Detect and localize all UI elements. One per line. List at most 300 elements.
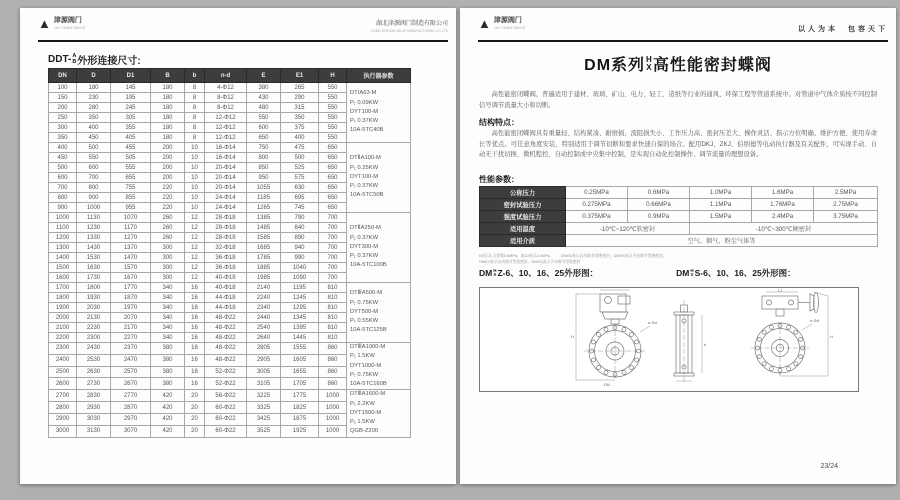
table-cell: 20-Φ14: [205, 173, 247, 183]
table-cell: 555: [111, 163, 151, 173]
table-cell: 700: [319, 233, 347, 243]
table-cell: 2540: [247, 323, 281, 333]
table-cell: 145: [111, 83, 151, 93]
table-cell: 300: [151, 263, 185, 273]
table-cell: 3225: [247, 390, 281, 402]
table-cell: 990: [281, 253, 319, 263]
dim-label-h: H: [830, 334, 833, 339]
table-cell: 3105: [247, 378, 281, 390]
table-row: [49, 83, 411, 93]
dimension-table: [48, 68, 411, 438]
table-cell: 2900: [49, 413, 77, 425]
table-cell: 32-Φ18: [205, 243, 247, 253]
table-cell: 2670: [111, 378, 151, 390]
dim-label-h: H: [571, 334, 574, 339]
table-cell: 260: [151, 223, 185, 233]
table-cell: 405: [111, 133, 151, 143]
table-cell: 525: [281, 163, 319, 173]
table-cell: 400: [77, 123, 111, 133]
slogan-text: 以人为本 包容天下: [798, 26, 888, 33]
table-cell: 2070: [111, 313, 151, 323]
left-page-title: [48, 52, 141, 67]
table-cell: 2270: [111, 333, 151, 343]
table-cell: 16-Φ14: [205, 143, 247, 153]
table-cell: 1870: [111, 293, 151, 303]
table-cell: 245: [111, 103, 151, 113]
table-cell: 200: [151, 143, 185, 153]
actuator-params-cell: DTⅢA500-M P₁ 0.75KW DYT500-M P₁ 0.55KW 10A-5TC125B: [347, 283, 411, 343]
table-cell: 650: [247, 133, 281, 143]
table-cell: 2000: [49, 313, 77, 323]
stack-top: H: [690, 267, 694, 273]
table-cell: 16: [185, 323, 205, 333]
left-page-header: [38, 15, 448, 42]
table-cell: 20: [185, 390, 205, 402]
table-cell: 755: [111, 183, 151, 193]
table-cell: 2370: [111, 343, 151, 355]
table-cell: 16: [185, 378, 205, 390]
valve-outline-drawings: [480, 288, 858, 389]
table-cell: 800: [49, 193, 77, 203]
valve-front-view-electric-actuator: [576, 290, 650, 380]
table-cell: 1200: [49, 233, 77, 243]
table-cell: 810: [319, 333, 347, 343]
table-cell: 180: [151, 103, 185, 113]
table-cell: 1040: [281, 263, 319, 273]
dim-label-nd: n-Φd: [810, 318, 819, 323]
table-cell: 650: [319, 163, 347, 173]
table-cell: 48-Φ22: [205, 323, 247, 333]
outline-drawing-box: [479, 287, 859, 392]
table-cell: 290: [281, 93, 319, 103]
table-cell: 700: [319, 213, 347, 223]
table-cell: 48-Φ22: [205, 333, 247, 343]
table-cell: 60-Φ22: [205, 425, 247, 437]
params-cell: 1.76MPa: [752, 199, 814, 211]
table-cell: 2630: [77, 366, 111, 378]
table-cell: 630: [281, 183, 319, 193]
table-cell: 3130: [77, 425, 111, 437]
table-cell: 220: [151, 193, 185, 203]
valve-front-view-handwheel: [751, 292, 828, 376]
table-cell: 1785: [247, 253, 281, 263]
params-heading: 性能参数：: [479, 175, 519, 184]
table-cell: 300: [151, 253, 185, 263]
title-stack-top: A: [72, 53, 77, 59]
table-cell: 28-Φ18: [205, 223, 247, 233]
table-cell: 1930: [77, 293, 111, 303]
table-cell: 1900: [49, 303, 77, 313]
table-cell: 2240: [247, 293, 281, 303]
table-cell: 700: [319, 263, 347, 273]
table-cell: 200: [151, 173, 185, 183]
table-cell: 700: [49, 183, 77, 193]
params-cell: 2.4MPa: [752, 211, 814, 223]
drawing-title-z: [479, 267, 598, 279]
params-cell: 0.9MPa: [628, 211, 690, 223]
table-cell: 300: [151, 243, 185, 253]
table-cell: 16: [185, 293, 205, 303]
table-cell: 2600: [49, 378, 77, 390]
params-row: [480, 199, 878, 211]
table-cell: 550: [319, 123, 347, 133]
footnote-line: DMXZ表示自动调节型软密封，DMXS表示手动调节型软密封: [479, 260, 581, 265]
table-cell: 8: [185, 113, 205, 123]
table-cell: 2970: [111, 413, 151, 425]
table-cell: 2170: [111, 323, 151, 333]
table-cell: 12: [185, 233, 205, 243]
table-cell: 550: [77, 153, 111, 163]
table-cell: 1130: [77, 213, 111, 223]
title-ab-stack: [72, 54, 76, 65]
table-cell: 1430: [77, 243, 111, 253]
table-cell: 2470: [111, 354, 151, 366]
table-cell: 280: [77, 103, 111, 113]
table-cell: 180: [151, 123, 185, 133]
table-cell: 2770: [111, 390, 151, 402]
table-cell: 150: [49, 93, 77, 103]
table-cell: 550: [319, 133, 347, 143]
table-cell: 430: [247, 93, 281, 103]
table-cell: 340: [151, 293, 185, 303]
table-cell: 100: [49, 83, 77, 93]
table-cell: 10: [185, 163, 205, 173]
table-cell: 340: [151, 323, 185, 333]
table-cell: 900: [77, 193, 111, 203]
table-cell: 12-Φ12: [205, 123, 247, 133]
table-cell: 305: [111, 113, 151, 123]
column-header: b: [185, 69, 205, 83]
dim-label-dn: DN: [604, 382, 610, 387]
table-cell: 28-Φ18: [205, 213, 247, 223]
table-cell: 745: [281, 203, 319, 213]
table-cell: 265: [281, 83, 319, 93]
table-cell: 1000: [77, 203, 111, 213]
table-cell: 1000: [49, 213, 77, 223]
table-cell: 840: [281, 223, 319, 233]
params-row: [480, 235, 878, 247]
table-cell: 420: [151, 413, 185, 425]
table-cell: 1600: [49, 273, 77, 283]
table-cell: 16-Φ14: [205, 153, 247, 163]
title-stack-bottom: X: [646, 62, 652, 72]
table-header-row: [49, 69, 411, 83]
table-cell: 1385: [247, 213, 281, 223]
params-cell: 0.6MPa: [628, 187, 690, 199]
column-header: n-d: [205, 69, 247, 83]
table-cell: 810: [319, 303, 347, 313]
table-cell: 475: [281, 143, 319, 153]
table-cell: 3325: [247, 402, 281, 414]
table-cell: 1000: [319, 413, 347, 425]
column-header: E: [247, 69, 281, 83]
table-cell: 3425: [247, 413, 281, 425]
table-cell: 8: [185, 83, 205, 93]
table-cell: 455: [111, 143, 151, 153]
table-cell: 16: [185, 343, 205, 355]
table-row: [49, 143, 411, 153]
table-cell: 1925: [281, 425, 319, 437]
table-cell: 860: [319, 343, 347, 355]
drawing-title-prefix: DM: [676, 268, 690, 278]
drawing-title-hx-stack: [690, 269, 693, 278]
right-page-title: [460, 52, 896, 75]
table-cell: 1800: [49, 293, 77, 303]
logo-subtext: JIN YUAN VALVE: [53, 25, 86, 30]
table-cell: 1330: [77, 233, 111, 243]
params-row-header: 适用温度: [480, 223, 566, 235]
intro-paragraph: 高性能密闭蝶阀，普遍适用于建材、玻璃、矿山、电力、轻工、造纸等行业的通风、环保工程等管道系统中。对管道中气体介质按不同控制信号调节流量大小和切断。: [479, 91, 877, 109]
table-row: [49, 390, 411, 402]
table-cell: 1055: [247, 183, 281, 193]
table-cell: 810: [319, 283, 347, 293]
table-cell: 500: [77, 143, 111, 153]
column-header: DN: [49, 69, 77, 83]
table-cell: 1000: [319, 402, 347, 414]
table-cell: 550: [247, 113, 281, 123]
table-cell: 1825: [281, 402, 319, 414]
header-company-block: [371, 21, 448, 33]
table-cell: 12: [185, 263, 205, 273]
table-cell: 1400: [49, 253, 77, 263]
title-suffix: 外形连接尺寸:: [77, 56, 141, 67]
params-cell: 0.275MPa: [566, 199, 628, 211]
table-cell: 180: [151, 93, 185, 103]
table-cell: 12: [185, 213, 205, 223]
table-cell: 380: [151, 354, 185, 366]
title-stack-top: H: [646, 54, 652, 64]
table-cell: 1000: [319, 390, 347, 402]
table-cell: 180: [151, 83, 185, 93]
table-cell: 420: [151, 425, 185, 437]
table-cell: 650: [319, 143, 347, 153]
logo-text-block: [54, 17, 86, 30]
table-row: [49, 213, 411, 223]
company-name-en: HUBEI JINYUAN VALVE MANUFACTURING CO.,LTD: [371, 28, 448, 33]
table-cell: 1270: [111, 233, 151, 243]
table-cell: 220: [151, 203, 185, 213]
table-cell: 16: [185, 303, 205, 313]
table-cell: 20: [185, 425, 205, 437]
table-cell: 1530: [77, 253, 111, 263]
table-cell: 20: [185, 402, 205, 414]
table-cell: 2340: [247, 303, 281, 313]
table-cell: 40-Φ18: [205, 283, 247, 293]
table-cell: 575: [281, 173, 319, 183]
table-cell: 800: [77, 183, 111, 193]
table-cell: 650: [319, 153, 347, 163]
params-cell: 1.1MPa: [690, 199, 752, 211]
params-row: [480, 223, 878, 235]
table-cell: 650: [319, 173, 347, 183]
table-cell: 500: [281, 153, 319, 163]
table-cell: 1875: [281, 413, 319, 425]
table-cell: 1000: [319, 425, 347, 437]
table-cell: 3005: [247, 366, 281, 378]
table-cell: 2500: [49, 366, 77, 378]
table-cell: 20-Φ14: [205, 183, 247, 193]
table-cell: 1370: [111, 243, 151, 253]
table-cell: 800: [247, 153, 281, 163]
table-cell: 810: [319, 323, 347, 333]
table-cell: 375: [281, 123, 319, 133]
table-cell: 855: [111, 193, 151, 203]
table-cell: 350: [281, 113, 319, 123]
page-right: [460, 8, 896, 484]
table-cell: 48-Φ22: [205, 354, 247, 366]
table-cell: 900: [49, 203, 77, 213]
right-page-header: [478, 15, 888, 42]
table-cell: 20-Φ14: [205, 163, 247, 173]
drawing-title-suffix: Z-6、10、16、25外形图：: [497, 268, 599, 278]
table-cell: 2800: [49, 402, 77, 414]
stack-bottom: X: [493, 272, 497, 277]
table-cell: 400: [281, 133, 319, 143]
table-cell: 2570: [111, 366, 151, 378]
table-cell: 1185: [247, 193, 281, 203]
table-cell: 2440: [247, 313, 281, 323]
table-cell: 12-Φ12: [205, 113, 247, 123]
table-cell: 260: [151, 233, 185, 243]
table-row: [49, 343, 411, 355]
table-cell: 2130: [77, 313, 111, 323]
table-row: [49, 283, 411, 293]
title-stack-bottom: B: [72, 58, 77, 65]
title-prefix: DM系列: [584, 57, 646, 74]
table-cell: 52-Φ22: [205, 378, 247, 390]
table-cell: 2640: [247, 333, 281, 343]
table-cell: 16: [185, 354, 205, 366]
table-cell: 8-Φ12: [205, 93, 247, 103]
logo-text-block: [494, 17, 526, 30]
table-cell: 40-Φ18: [205, 273, 247, 283]
table-cell: 340: [151, 333, 185, 343]
params-cell: 1.6MPa: [752, 187, 814, 199]
table-cell: 48-Φ22: [205, 343, 247, 355]
table-cell: 790: [281, 213, 319, 223]
params-cell: 0.25MPa: [566, 187, 628, 199]
table-cell: 340: [151, 313, 185, 323]
table-cell: 340: [151, 303, 185, 313]
table-cell: 655: [111, 173, 151, 183]
params-row: [480, 187, 878, 199]
dim-label-l1: L1: [778, 288, 783, 293]
actuator-params-cell: DTⅢA1600-M P₁ 2.2KW DYT1500-M P₁ 1.5KW QGB-Z200: [347, 390, 411, 437]
valve-side-view: [674, 300, 702, 384]
table-cell: 1070: [111, 213, 151, 223]
table-cell: 1230: [77, 223, 111, 233]
params-row: [480, 211, 878, 223]
table-cell: 1730: [77, 273, 111, 283]
features-heading: 结构特点：: [479, 118, 519, 127]
column-header: 执行器参数: [347, 69, 411, 83]
actuator-params-cell: DTⅡA250-M P₁ 0.37KW DYT300-M P₁ 0.37KW 10A-5TC100B: [347, 213, 411, 283]
table-cell: 24-Φ14: [205, 203, 247, 213]
table-cell: 650: [319, 193, 347, 203]
table-cell: 315: [281, 103, 319, 113]
table-cell: 28-Φ18: [205, 233, 247, 243]
table-cell: 10: [185, 193, 205, 203]
table-cell: 2200: [49, 333, 77, 343]
table-cell: 10: [185, 203, 205, 213]
table-cell: 2300: [49, 343, 77, 355]
table-cell: 340: [151, 283, 185, 293]
table-cell: 52-Φ22: [205, 366, 247, 378]
params-cell: -10℃~300℃硬密封: [690, 223, 878, 235]
table-cell: 3525: [247, 425, 281, 437]
table-cell: 1295: [281, 303, 319, 313]
table-cell: 1300: [49, 243, 77, 253]
table-cell: 700: [319, 273, 347, 283]
table-cell: 180: [151, 113, 185, 123]
table-cell: 810: [319, 293, 347, 303]
table-cell: 200: [151, 153, 185, 163]
actuator-params-cell: DTⅠA63-M P₁ 0.09KW DYT100-M P₁ 0.37KW 10A-5TC40B: [347, 83, 411, 143]
table-cell: 200: [151, 163, 185, 173]
table-cell: 550: [319, 113, 347, 123]
params-cell: 2.75MPa: [814, 199, 878, 211]
table-cell: 890: [281, 233, 319, 243]
table-cell: 1195: [281, 283, 319, 293]
table-cell: 180: [77, 83, 111, 93]
table-cell: 1555: [281, 343, 319, 355]
table-cell: 1570: [111, 263, 151, 273]
table-cell: 1100: [49, 223, 77, 233]
table-cell: 700: [319, 223, 347, 233]
table-cell: 550: [319, 83, 347, 93]
table-cell: 450: [49, 153, 77, 163]
table-cell: 1500: [49, 263, 77, 273]
table-cell: 24-Φ14: [205, 193, 247, 203]
actuator-params-cell: DTⅢA1000-M P₁ 1.5KW DYT1000-M P₁ 0.75KW 10A-5TC160B: [347, 343, 411, 390]
table-footnotes: [479, 253, 877, 266]
title-suffix: 高性能密封蝶阀: [652, 57, 772, 74]
table-cell: 2100: [49, 323, 77, 333]
table-cell: 195: [111, 93, 151, 103]
table-cell: 3070: [111, 425, 151, 437]
table-cell: 8-Φ12: [205, 103, 247, 113]
table-cell: 12: [185, 243, 205, 253]
table-cell: 700: [319, 243, 347, 253]
column-header: B: [151, 69, 185, 83]
table-cell: 1885: [247, 263, 281, 273]
table-cell: 8: [185, 103, 205, 113]
params-cell: -10℃~120℃软密封: [566, 223, 690, 235]
table-cell: 10: [185, 183, 205, 193]
table-cell: 380: [247, 83, 281, 93]
table-cell: 700: [319, 253, 347, 263]
table-cell: 1670: [111, 273, 151, 283]
table-cell: 1395: [281, 323, 319, 333]
table-cell: 2030: [77, 303, 111, 313]
title-hx-stack: [646, 56, 652, 72]
table-cell: 1770: [111, 283, 151, 293]
table-cell: 12: [185, 223, 205, 233]
params-row-header: 公称压力: [480, 187, 566, 199]
performance-table: [479, 186, 878, 247]
table-cell: 860: [319, 366, 347, 378]
footnote-line: 6表示压力等级0.6MPa，如10表示1.0MPa。 DMHZ表示自动调节型硬密封，DMHS表示手动调节型硬密封。: [479, 254, 667, 258]
table-cell: 355: [111, 123, 151, 133]
logo-triangle-icon: ▲: [38, 16, 51, 31]
table-cell: 8: [185, 93, 205, 103]
table-cell: 600: [247, 123, 281, 133]
params-row-header: 适用介质: [480, 235, 566, 247]
table-cell: 1245: [281, 293, 319, 303]
params-row-header: 密封试验压力: [480, 199, 566, 211]
table-cell: 1630: [77, 263, 111, 273]
params-cell: 1.0MPa: [690, 187, 752, 199]
